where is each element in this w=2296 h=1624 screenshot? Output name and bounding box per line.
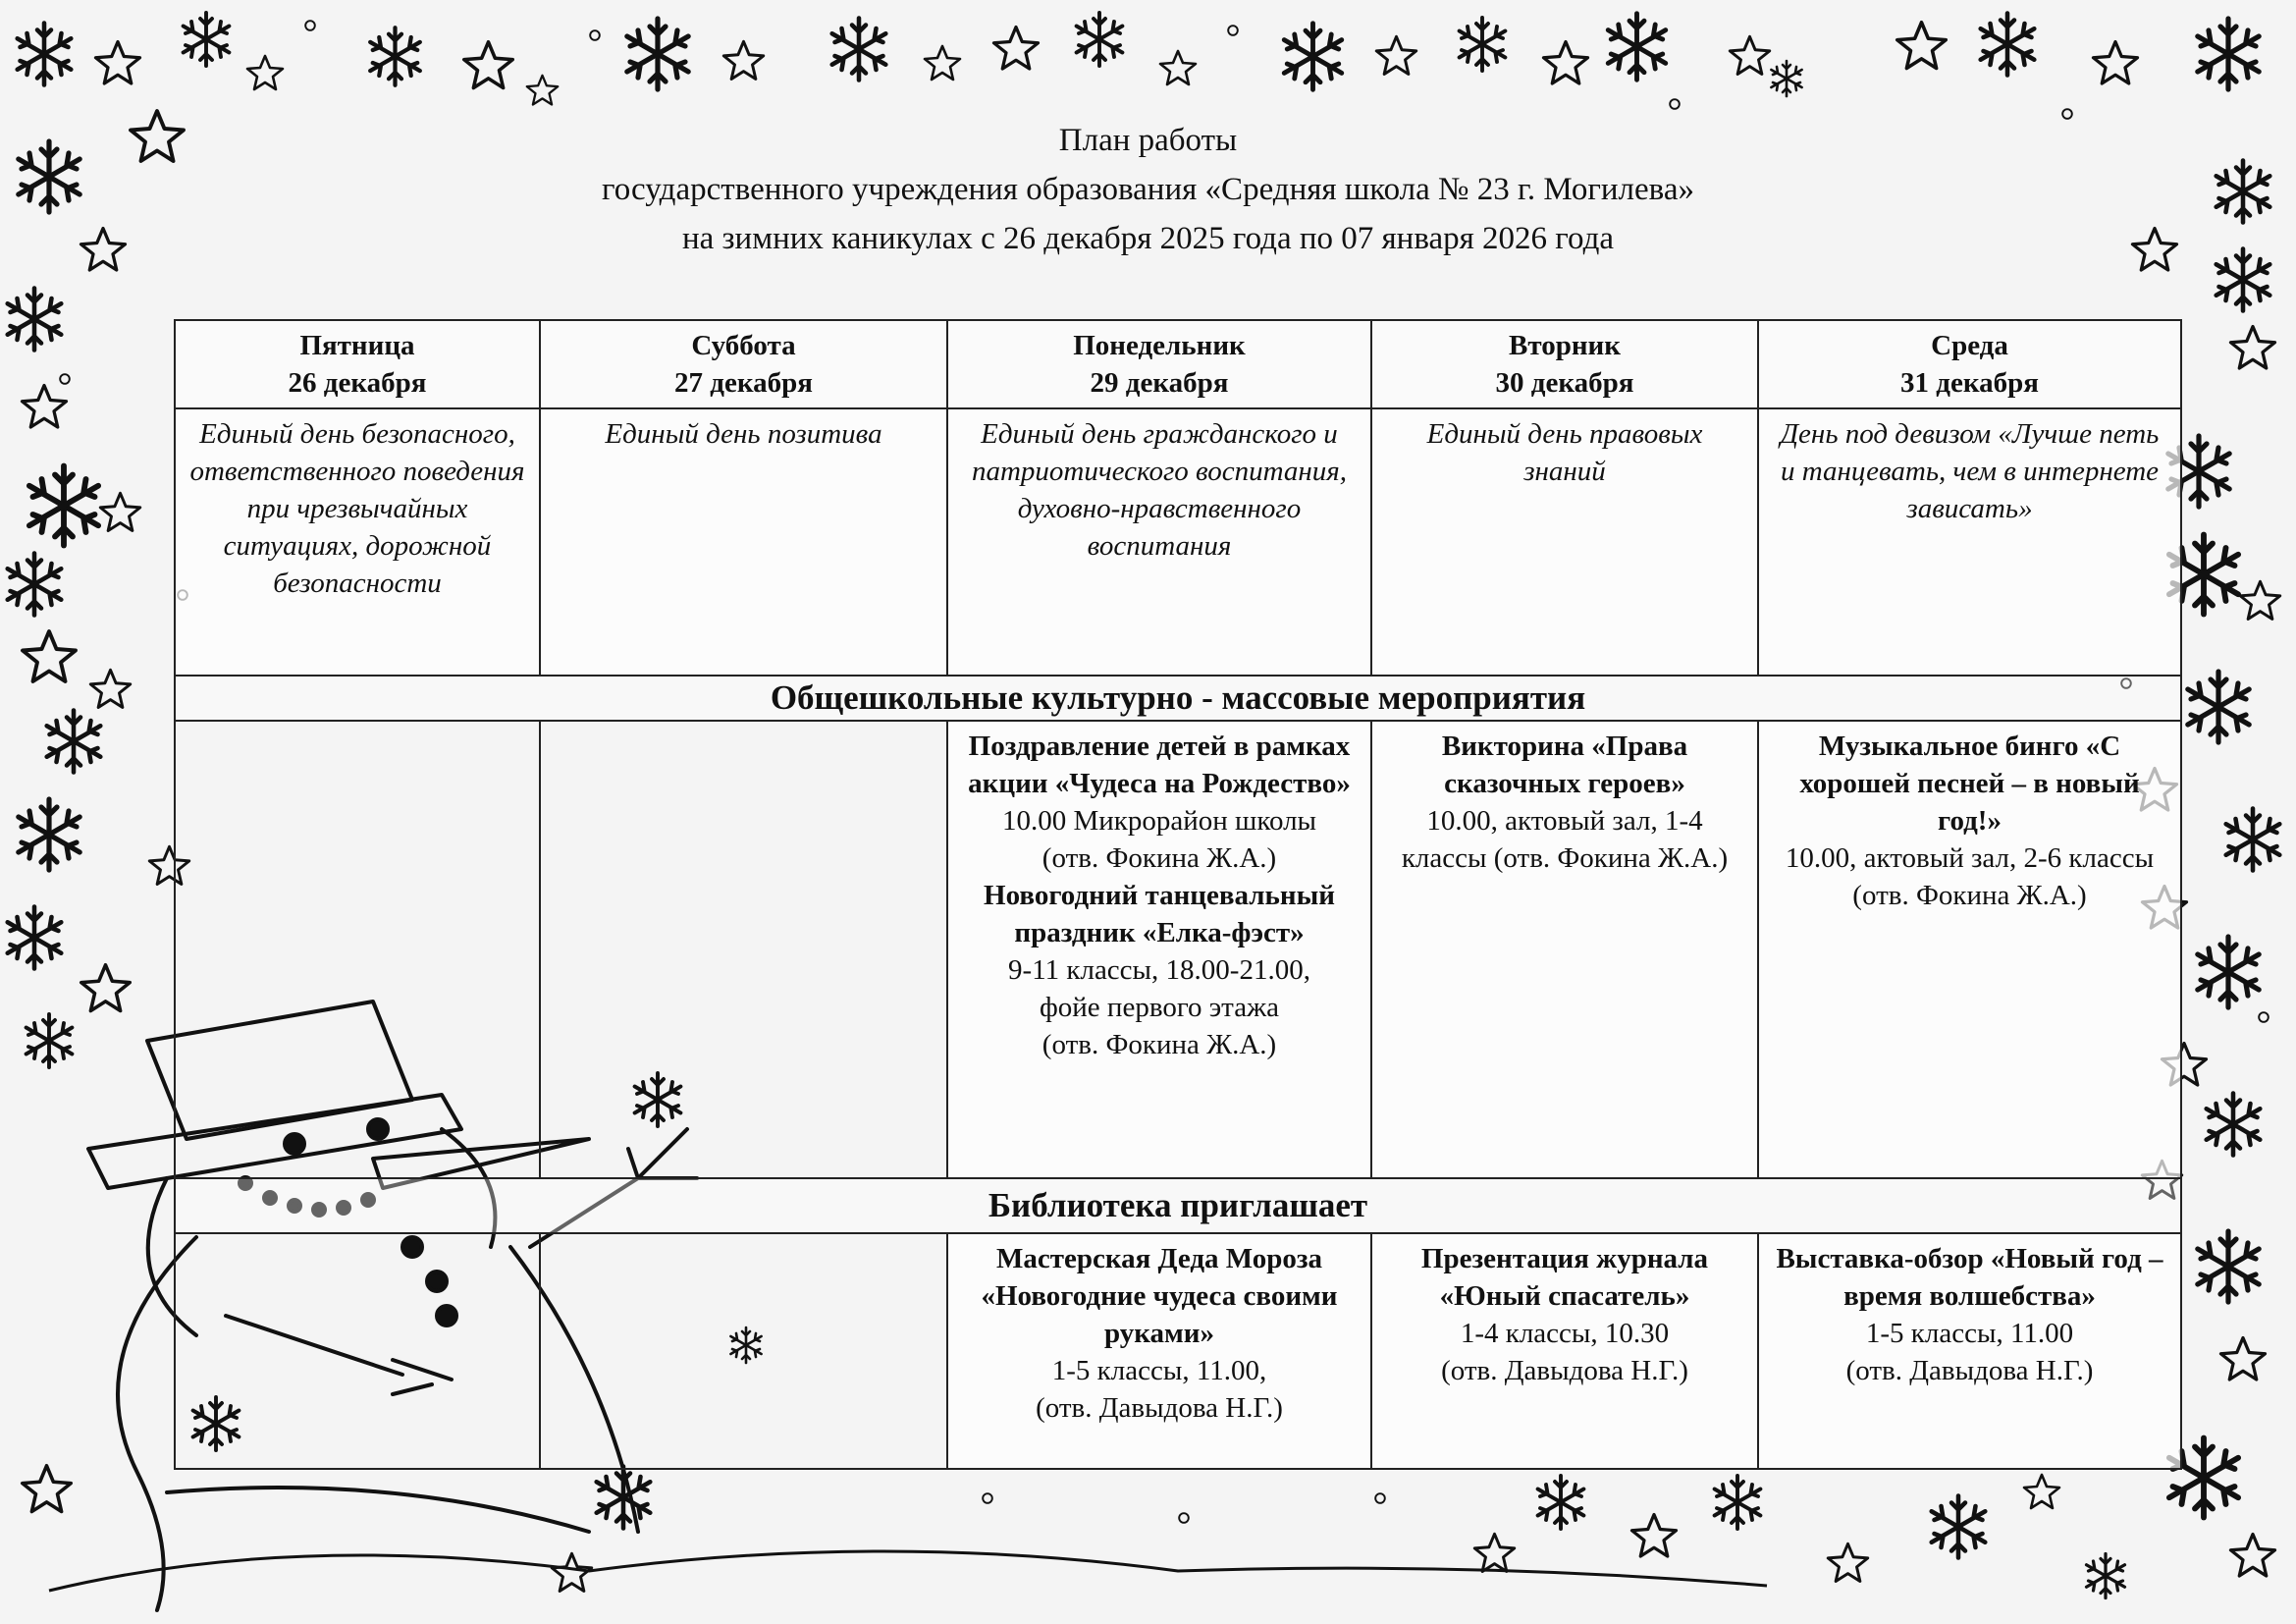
section-row-library	[175, 1178, 2181, 1233]
top-border	[18, 13, 2260, 119]
event-title: Музыкальное бинго «С хорошей песней – в новый год!»	[1799, 731, 2140, 837]
event-detail: 1-5 классы, 11.00	[1865, 1318, 2074, 1349]
event-detail: (отв. Фокина Ж.А.)	[1041, 842, 1277, 874]
theme-sat: Единый день позитива	[540, 408, 947, 676]
cultural-mon-cell	[947, 721, 1371, 1178]
document-title	[0, 116, 2296, 263]
date-label: 27 декабря	[674, 367, 813, 399]
schedule-table	[174, 319, 2182, 1470]
cultural-sat-empty	[540, 721, 947, 1178]
event-detail: (отв. Давыдова Н.Г.)	[1441, 1355, 1688, 1386]
section-row-cultural	[175, 676, 2181, 721]
event-title: Презентация журнала «Юный спасатель»	[1420, 1243, 1709, 1312]
theme-fri: Единый день безопасного, ответственного поведения при чрезвычайных ситуациях, дорожной безопасности	[175, 408, 540, 676]
title-line-1: План работы	[1058, 123, 1238, 158]
event-detail: (отв. Давыдова Н.Г.)	[1845, 1355, 2094, 1386]
event-detail: 10.00 Микрорайон школы	[1001, 805, 1317, 837]
title-line-2: государственного учреждения образования «Средняя школа № 23 г. Могилева»	[602, 172, 1694, 207]
section-heading-cultural: Общешкольные культурно - массовые мероприятия	[175, 676, 2181, 721]
weekday-label: Понедельник	[1073, 330, 1246, 361]
cultural-tue-cell	[1371, 721, 1758, 1178]
day-header-sat	[540, 320, 947, 408]
weekday-label: Вторник	[1509, 330, 1621, 361]
weekday-label: Суббота	[691, 330, 796, 361]
event-detail: 1-4 классы, 10.30	[1460, 1318, 1670, 1349]
event-title: Поздравление детей в рамках акции «Чудеса на Рождество»	[968, 731, 1351, 799]
day-header-wed	[1758, 320, 2181, 408]
bottom-border	[49, 1467, 2125, 1598]
header-row	[175, 320, 2181, 408]
library-sat-empty	[540, 1233, 947, 1469]
event-title: Мастерская Деда Мороза «Новогодние чудеса своими руками»	[981, 1243, 1338, 1349]
cultural-wed-cell	[1758, 721, 2181, 1178]
event-detail: фойе первого этажа	[1040, 992, 1279, 1023]
event-title: Новогодний танцевальный праздник «Елка-фэст»	[984, 880, 1335, 948]
event-detail: 1-5 классы, 11.00,	[1051, 1355, 1267, 1386]
event-detail: 9-11 классы, 18.00-21.00,	[1008, 954, 1310, 986]
library-mon-cell	[947, 1233, 1371, 1469]
cultural-fri-empty	[175, 721, 540, 1178]
title-line-3: на зимних каникулах с 26 декабря 2025 года по 07 января 2026 года	[681, 221, 1615, 256]
date-label: 31 декабря	[1900, 367, 2039, 399]
library-tue-cell	[1371, 1233, 1758, 1469]
theme-mon: Единый день гражданского и патриотического воспитания, духовно-нравственного воспитания	[947, 408, 1371, 676]
library-wed-cell	[1758, 1233, 2181, 1469]
event-detail: (отв. Давыдова Н.Г.)	[1036, 1392, 1283, 1424]
section-heading-library: Библиотека приглашает	[175, 1178, 2181, 1233]
event-detail: 10.00, актовый зал, 2-6 классы (отв. Фокина Ж.А.)	[1785, 842, 2155, 911]
event-title: Выставка-обзор «Новый год – время волшебства»	[1776, 1243, 2163, 1312]
weekday-label: Пятница	[299, 330, 415, 361]
event-detail: 10.00, актовый зал, 1-4 классы (отв. Фокина Ж.А.)	[1401, 805, 1729, 874]
cultural-events-row	[175, 721, 2181, 1178]
date-label: 30 декабря	[1495, 367, 1634, 399]
library-events-row	[175, 1233, 2181, 1469]
day-header-mon	[947, 320, 1371, 408]
theme-wed: День под девизом «Лучше петь и танцевать, чем в интернете зависать»	[1758, 408, 2181, 676]
date-label: 26 декабря	[288, 367, 427, 399]
day-header-tue	[1371, 320, 1758, 408]
library-fri-empty	[175, 1233, 540, 1469]
event-detail: (отв. Фокина Ж.А.)	[1041, 1029, 1277, 1060]
day-header-fri	[175, 320, 540, 408]
theme-tue: Единый день правовых знаний	[1371, 408, 1758, 676]
event-title: Викторина «Права сказочных героев»	[1441, 731, 1688, 799]
weekday-label: Среда	[1931, 330, 2008, 361]
date-label: 29 декабря	[1090, 367, 1229, 399]
theme-row	[175, 408, 2181, 676]
